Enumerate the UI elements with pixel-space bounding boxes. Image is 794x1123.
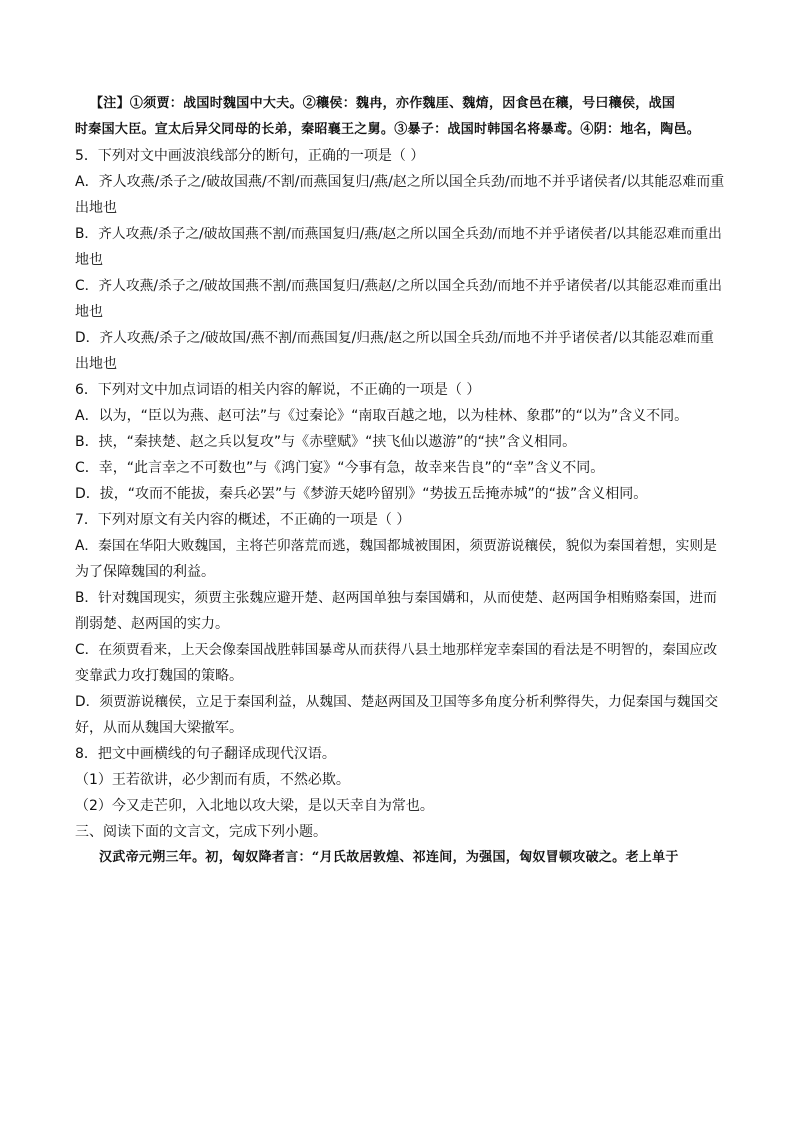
question-6-option-c: C．幸，“此言幸之不可数也”与《鸿门宴》“今事有急，故幸来告良”的“幸”含义不同。 bbox=[75, 460, 605, 476]
annotation-line-1: 【注】①须贾：战国时魏国中大夫。②穰侯：魏冉，亦作魏厓、魏焴，因食邑在穰，号曰穰侯，战国 bbox=[90, 96, 676, 111]
question-5-option-d-line-1: D．齐人攻燕/杀子之/破故国/燕不割/而燕国复/归燕/赵之所以国全兵劲/而地不并乎诸侯者/以其能忍难而重 bbox=[75, 330, 714, 346]
question-5-option-c-line-2: 地也 bbox=[75, 304, 103, 320]
question-7-option-a-line-1: A．秦国在华阳大败魏国，主将芒卯落荒而逃，魏国都城被围困，须贾游说穰侯，貌似为秦国着想，实则是 bbox=[75, 538, 717, 554]
question-6-option-d: D．拔，“攻而不能拔，秦兵必罢”与《梦游天姥吟留别》“势拔五岳掩赤城”的“拔”含义相同。 bbox=[75, 486, 648, 502]
page-content bbox=[75, 94, 725, 868]
question-7-option-d-line-2: 好，从而从魏国大梁撤军。 bbox=[75, 720, 243, 736]
question-7-stem: 7．下列对原文有关内容的概述，不正确的一项是（ ） bbox=[75, 512, 411, 528]
question-7-option-c-line-1: C．在须贾看来，上天会像秦国战胜韩国暴鸢从而获得八县土地那样宠幸秦国的看法是不明智的，秦国应改 bbox=[75, 642, 718, 658]
question-5-option-a-line-1: A．齐人攻燕/杀子之/破故国燕/不割/而燕国复归/燕/赵之所以国全兵劲/而地不并乎诸侯者/以其能忍难而重 bbox=[75, 174, 725, 190]
section-3-passage: 汉武帝元朔三年。初，匈奴降者言：“月氏故居敦煌、祁连间，为强国，匈奴冒顿攻破之。老上单于 bbox=[99, 850, 679, 865]
question-5-stem: 5．下列对文中画波浪线部分的断句，正确的一项是（ ） bbox=[75, 148, 425, 164]
question-7-option-b-line-1: B．针对魏国现实，须贾主张魏应避开楚、赵两国单独与秦国媾和，从而使楚、赵两国争相贿赂秦国，进而 bbox=[75, 590, 717, 606]
question-8-sentence-2: （2）今又走芒卯，入北地以攻大梁，是以天幸自为常也。 bbox=[75, 798, 434, 814]
section-3-heading: 三、阅读下面的文言文，完成下列小题。 bbox=[75, 824, 327, 840]
question-5-option-c-line-1: C．齐人攻燕/杀子之/破故国燕不割/而燕国复归/燕赵/之所以国全兵劲/而地不并乎诸侯者/以其能忍难而重出 bbox=[75, 278, 723, 294]
question-6-stem: 6．下列对文中加点词语的相关内容的解说，不正确的一项是（ ） bbox=[75, 382, 481, 398]
question-5-option-a-line-2: 出地也 bbox=[75, 200, 117, 216]
question-5-option-b-line-2: 地也 bbox=[75, 252, 103, 268]
question-5-option-d-line-2: 出地也 bbox=[75, 356, 117, 372]
question-5-option-b-line-1: B．齐人攻燕/杀子之/破故国燕不割/而燕国复归/燕/赵之所以国全兵劲/而地不并乎诸侯者/以其能忍难而重出 bbox=[75, 226, 722, 242]
question-7-option-d-line-1: D．须贾游说穰侯，立足于秦国利益，从魏国、楚赵两国及卫国等多角度分析利弊得失，力促秦国与魏国交 bbox=[75, 694, 719, 710]
question-7-option-a-line-2: 为了保障魏国的利益。 bbox=[75, 564, 215, 580]
question-7-option-b-line-2: 削弱楚、赵两国的实力。 bbox=[75, 616, 229, 632]
question-6-option-a: A．以为，“臣以为燕、赵可法”与《过秦论》“南取百越之地，以为桂林、象郡”的“以为”含义不同。 bbox=[75, 408, 689, 424]
question-8-stem: 8．把文中画横线的句子翻译成现代汉语。 bbox=[75, 746, 336, 762]
question-6-option-b: B．挟，“秦挟楚、赵之兵以复攻”与《赤壁赋》“挟飞仙以遨游”的“挟”含义相同。 bbox=[75, 434, 577, 450]
question-8-sentence-1: （1）王若欲讲，必少割而有质，不然必欺。 bbox=[75, 772, 350, 788]
question-7-option-c-line-2: 变靠武力攻打魏国的策略。 bbox=[75, 668, 243, 684]
annotation-line-2: 时秦国大臣。宣太后异父同母的长弟，秦昭襄王之舅。③暴子：战国时韩国名将暴鸢。④阴：地名，陶邑。 bbox=[75, 122, 701, 137]
